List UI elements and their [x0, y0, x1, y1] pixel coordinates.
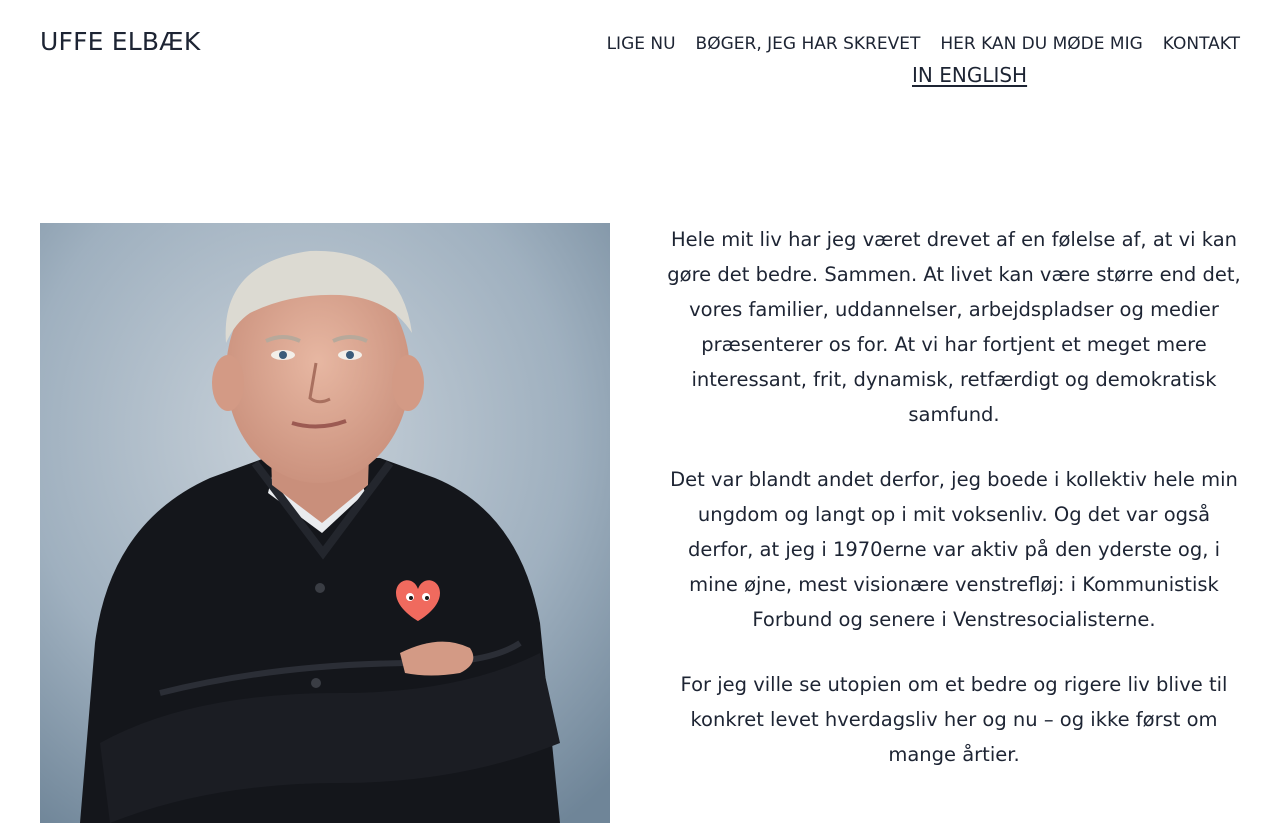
bio-text [664, 222, 1244, 802]
bio-paragraph-1: Hele mit liv har jeg været drevet af en følelse af, at vi kan gøre det bedre. Sammen. At livet kan være større end det, vores familier, uddannelser, arbejdspladser og medier præsenterer os for. At vi har fortjent et meget mere interessant, frit, dynamisk, retfærdigt og demokratisk samfund. [667, 228, 1241, 426]
nav-item-lige-nu[interactable]: LIGE NU [606, 34, 676, 54]
nav-item-boger[interactable]: BØGER, JEG HAR SKREVET [695, 34, 921, 54]
portrait-photo [40, 223, 610, 823]
bio-paragraph-2: Det var blandt andet derfor, jeg boede i kollektiv hele min ungdom og langt op i mit voksenliv. Og det var også derfor, at jeg i 1970erne var aktiv på den yderste og, i mine øjne, mest visionære venstrefløj: i Kommunistisk Forbund og senere i Venstresocialisterne. [670, 468, 1238, 631]
nav-item-in-english[interactable]: IN ENGLISH [912, 63, 1028, 87]
portrait-illustration [40, 223, 610, 823]
bio-paragraph-3: For jeg ville se utopien om et bedre og rigere liv blive til konkret levet hverdagsliv her og nu – og ikke først om mange årtier. [680, 673, 1228, 766]
main-nav [607, 34, 1240, 54]
site-title[interactable]: UFFE ELBÆK [40, 27, 201, 56]
nav-item-mod-mig[interactable]: HER KAN DU MØDE MIG [940, 34, 1143, 54]
nav-item-kontakt[interactable]: KONTAKT [1162, 34, 1240, 54]
